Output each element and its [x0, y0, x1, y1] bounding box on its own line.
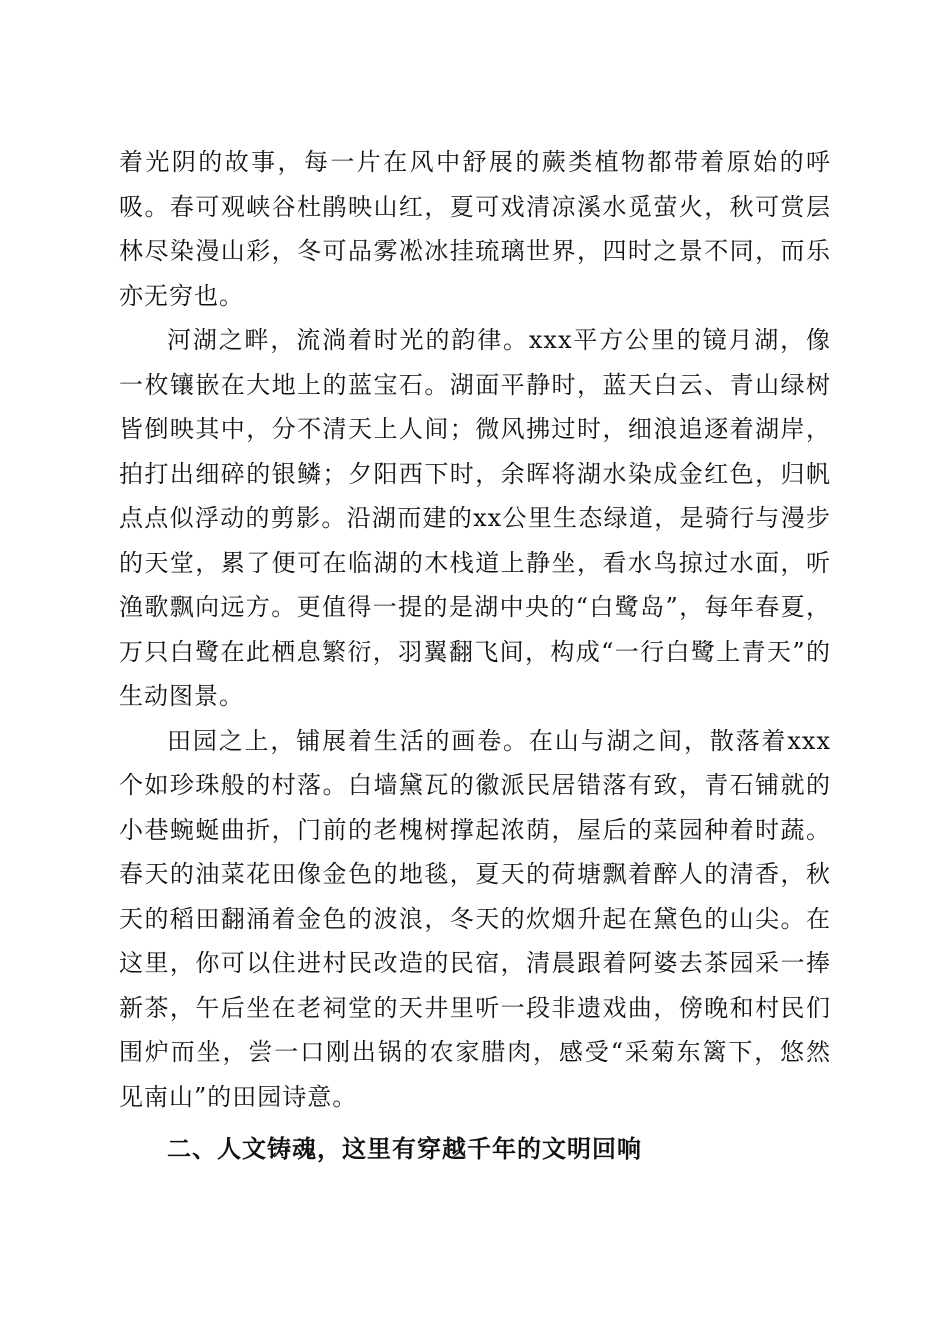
- section-heading: 二、人文铸魂，这里有穿越千年的文明回响: [167, 1135, 642, 1163]
- paragraph-continuation: 着光阴的故事，每一片在风中舒展的蕨类植物都带着原始的呼吸。春可观峡谷杜鹃映山红，夏可戏清凉溪水觅萤火，秋可赏层林尽染漫山彩，冬可品雾凇冰挂琉璃世界，四时之景不同，而乐亦无穷也。: [119, 148, 831, 310]
- document-page: [119, 140, 831, 1172]
- paragraph-lake: 河湖之畔，流淌着时光的韵律。xxx平方公里的镜月湖，像一枚镶嵌在大地上的蓝宝石。湖面平静时，蓝天白云、青山绿树皆倒映其中，分不清天上人间；微风拂过时，细浪追逐着湖岸，拍打出细碎的银鳞；夕阳西下时，余晖将湖水染成金红色，归帆点点似浮动的剪影。沿湖而建的xx公里生态绿道，是骑行与漫步的天堂，累了便可在临湖的木栈道上静坐，看水鸟掠过水面，听渔歌飘向远方。更值得一提的是湖中央的“白鹭岛”，每年春夏，万只白鹭在此栖息繁衍，羽翼翻飞间，构成“一行白鹭上青天”的生动图景。: [119, 326, 831, 710]
- paragraph-countryside: 田园之上，铺展着生活的画卷。在山与湖之间，散落着xxx个如珍珠般的村落。白墙黛瓦的徽派民居错落有致，青石铺就的小巷蜿蜒曲折，门前的老槐树撑起浓荫，屋后的菜园种着时蔬。春天的油菜花田像金色的地毯，夏天的荷塘飘着醉人的清香，秋天的稻田翻涌着金色的波浪，冬天的炊烟升起在黛色的山尖。在这里，你可以住进村民改造的民宿，清晨跟着阿婆去茶园采一捧新茶，午后坐在老祠堂的天井里听一段非遗戏曲，傍晚和村民们围炉而坐，尝一口刚出锅的农家腊肉，感受“采菊东篱下，悠然见南山”的田园诗意。: [119, 726, 831, 1111]
